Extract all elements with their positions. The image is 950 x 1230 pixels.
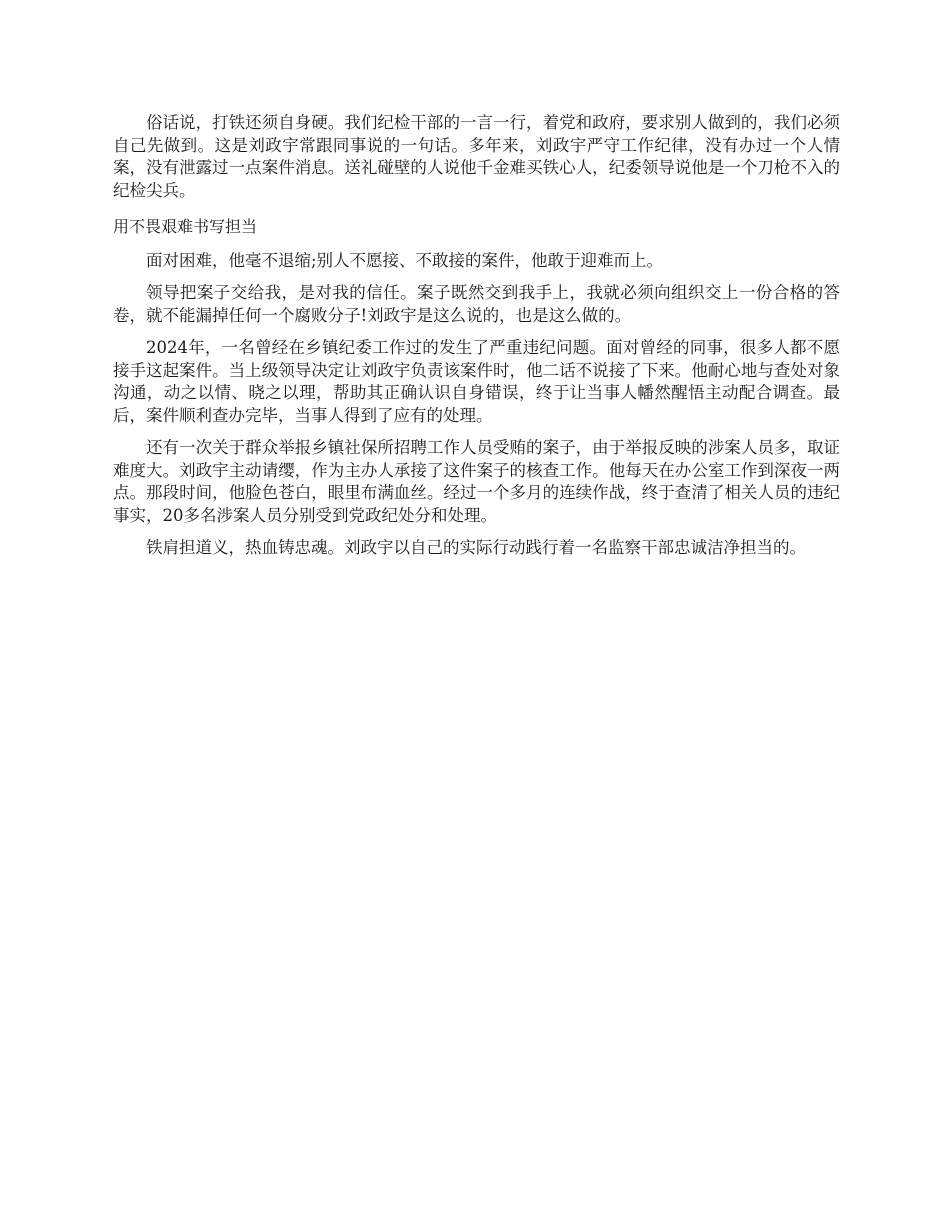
paragraph-leader-trust: 领导把案子交给我，是对我的信任。案子既然交到我手上，我就必须向组织交上一份合格的答卷，就不能漏掉任何一个腐败分子!刘政宇是这么说的，也是这么做的。 <box>113 283 840 325</box>
section-heading: 用不畏艰难书写担当 <box>113 217 258 236</box>
paragraph-social-security-case: 还有一次关于群众举报乡镇社保所招聘工作人员受贿的案子，由于举报反映的涉案人员多，取证难度大。刘政宇主动请缨，作为主办人承接了这件案子的核查工作。他每天在办公室工作到深夜一两点。那段时间，他脸色苍白，眼里布满血丝。经过一个多月的连续作战，终于查清了相关人员的违纪事实，20多名涉案人员分别受到党政纪处分和处理。 <box>113 438 840 525</box>
paragraph-2024-case: 2024年，一名曾经在乡镇纪委工作过的发生了严重违纪问题。面对曾经的同事，很多人都不愿接手这起案件。当上级领导决定让刘政宇负责该案件时，他二话不说接了下来。他耐心地与查处对象沟通，动之以情、晓之以理，帮助其正确认识自身错误，终于让当事人幡然醒悟主动配合调查。最后，案件顺利查办完毕，当事人得到了应有的处理。 <box>113 338 840 425</box>
document-body <box>113 112 840 570</box>
paragraph-conclusion: 铁肩担道义，热血铸忠魂。刘政宇以自己的实际行动践行着一名监察干部忠诚洁净担当的。 <box>146 538 806 557</box>
paragraph-integrity: 俗话说，打铁还须自身硬。我们纪检干部的一言一行，着党和政府，要求别人做到的，我们必须自己先做到。这是刘政宇常跟同事说的一句话。多年来，刘政宇严守工作纪律，没有办过一个人情案，没有泄露过一点案件消息。送礼碰壁的人说他千金难买铁心人，纪委领导说他是一个刀枪不入的纪检尖兵。 <box>113 113 840 200</box>
paragraph-facing-difficulty: 面对困难，他毫不退缩;别人不愿接、不敢接的案件，他敢于迎难而上。 <box>146 250 664 270</box>
